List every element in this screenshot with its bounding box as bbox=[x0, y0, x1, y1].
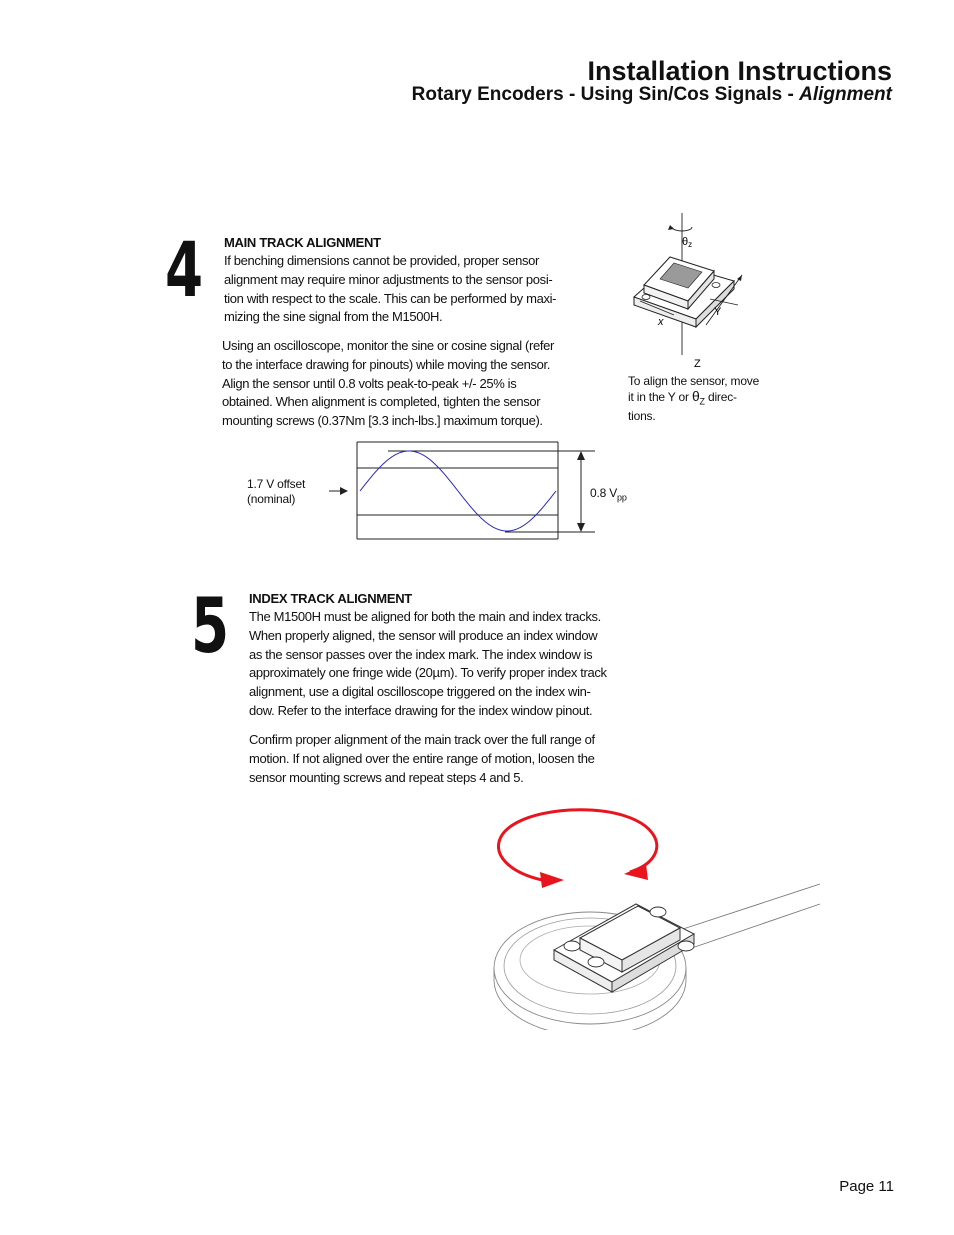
cable-edge bbox=[680, 884, 820, 930]
step-5-p2-line: motion. If not aligned over the entire range of motion, loosen the bbox=[249, 750, 595, 766]
amplitude-arrowhead-up-icon bbox=[577, 451, 585, 460]
step-4-p2-line: mounting screws (0.37Nm [3.3 inch-lbs.] maximum torque). bbox=[222, 413, 543, 429]
rotation-arrowhead-icon bbox=[624, 864, 648, 880]
page-number: Page 11 bbox=[839, 1178, 894, 1195]
rotation-arrowhead-icon bbox=[540, 872, 564, 888]
step-4-number: 4 bbox=[165, 225, 204, 314]
subtitle-italic: Alignment bbox=[799, 84, 892, 105]
step-5-paragraph-1 bbox=[249, 608, 619, 721]
step-4-paragraph-2 bbox=[222, 337, 567, 431]
step-4-p2-line: Using an oscilloscope, monitor the sine or cosine signal (refer bbox=[222, 338, 555, 353]
caption-line: To align the sensor, move bbox=[628, 374, 760, 388]
caption-line: it in the Y or $\theta_Z$ direc- bbox=[628, 388, 737, 407]
y-axis-arrowhead-icon bbox=[737, 275, 742, 281]
offset-label: 1.7 V offset (nominal) bbox=[247, 477, 306, 506]
step-5-p1-line: When properly aligned, the sensor will produce an index window bbox=[249, 627, 598, 643]
step-4-p1-line: If benching dimensions cannot be provided, proper sensor bbox=[224, 253, 539, 268]
sensor-axis-diagram bbox=[610, 205, 780, 375]
step-5-heading: INDEX TRACK ALIGNMENT bbox=[249, 591, 412, 606]
mounting-screw-icon bbox=[678, 941, 694, 951]
y-label: Y bbox=[714, 306, 722, 318]
step-4-p2-line: Align the sensor until 0.8 volts peak-to-peak +/- 25% is bbox=[222, 375, 517, 391]
rotation-arrow bbox=[499, 810, 657, 880]
page-subtitle bbox=[412, 84, 892, 106]
step-5-p2-line: sensor mounting screws and repeat steps 4 and 5. bbox=[249, 769, 524, 785]
cable-edge bbox=[686, 904, 820, 950]
step-4-heading: MAIN TRACK ALIGNMENT bbox=[224, 235, 381, 250]
screw-icon bbox=[712, 283, 720, 288]
theta-label: θz bbox=[682, 236, 693, 249]
step-5-p1-line: dow. Refer to the interface drawing for the index window pinout. bbox=[249, 702, 593, 718]
sensor-caption bbox=[628, 374, 778, 424]
step-5-p1-line: as the sensor passes over the index mark. The index window is bbox=[249, 646, 593, 662]
step-4-p1-line: alignment may require minor adjustments to the sensor posi- bbox=[224, 271, 553, 287]
z-label: Z bbox=[694, 358, 701, 370]
step-4-p2-line: obtained. When alignment is completed, tighten the sensor bbox=[222, 394, 541, 410]
screw-icon bbox=[642, 295, 650, 300]
mounting-screw-icon bbox=[650, 907, 666, 917]
mounting-screw-icon bbox=[588, 957, 604, 967]
step-5-p2-line: Confirm proper alignment of the main track over the full range of bbox=[249, 732, 595, 747]
step-4-paragraph-1 bbox=[224, 252, 564, 327]
rotary-encoder-illustration bbox=[480, 800, 830, 1030]
step-4-p1-line: mizing the sine signal from the M1500H. bbox=[224, 309, 443, 325]
step-4-p2-line: to the interface drawing for pinouts) while moving the sensor. bbox=[222, 356, 551, 372]
mounting-screw-icon bbox=[564, 941, 580, 951]
sine-wave bbox=[360, 451, 556, 531]
page-title: Installation Instructions bbox=[587, 56, 892, 86]
step-5-p1-line: The M1500H must be aligned for both the main and index tracks. bbox=[249, 609, 601, 624]
step-5-p1-line: approximately one fringe wide (20µm). To verify proper index track bbox=[249, 665, 607, 681]
offset-arrowhead-icon bbox=[340, 487, 348, 495]
oscilloscope-waveform bbox=[300, 435, 600, 545]
step-5-number: 5 bbox=[191, 581, 230, 670]
amplitude-arrowhead-down-icon bbox=[577, 523, 585, 532]
step-5-p1-line: alignment, use a digital oscilloscope triggered on the index win- bbox=[249, 684, 591, 700]
x-label: x bbox=[658, 316, 664, 328]
caption-line: tions. bbox=[628, 409, 656, 424]
step-5-paragraph-2 bbox=[249, 731, 619, 787]
subtitle-main: Rotary Encoders - Using Sin/Cos Signals - bbox=[411, 84, 800, 105]
amplitude-label: 0.8 $V_{pp}$ bbox=[590, 486, 627, 503]
step-4-p1-line: tion with respect to the scale. This can be performed by maxi- bbox=[224, 290, 557, 306]
